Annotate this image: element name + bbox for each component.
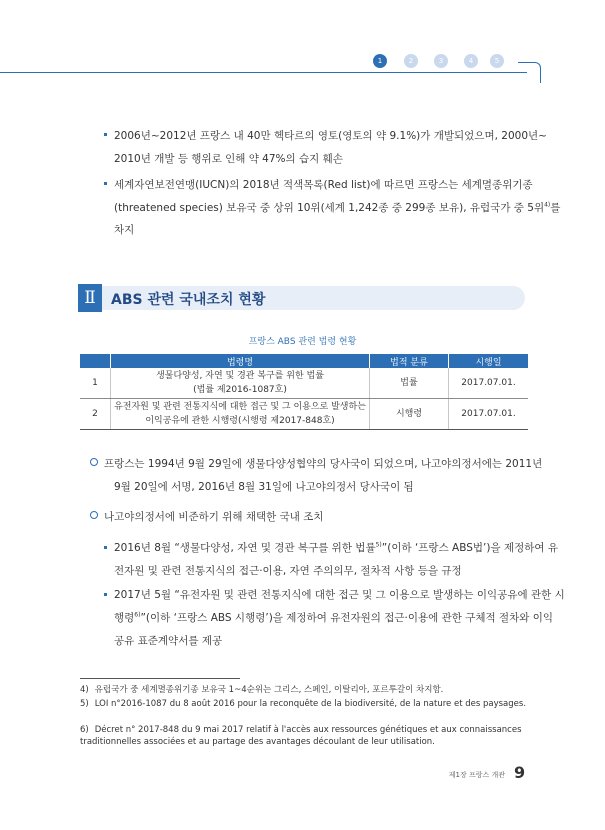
intro-bullet-1-line-2: 2010년 개발 등 행위로 인해 약 47%의 습지 훼손	[114, 153, 343, 165]
footnote-4: 4) 유럽국가 중 세계멸종위기종 보유국 1~4순위는 그리스, 스페인, 이탈리아, 포르투갈이 차지함.	[80, 685, 444, 695]
chapter-dot-2[interactable]: 2	[404, 54, 418, 68]
table-header-no	[80, 354, 111, 368]
footnote-5: 5) LOI n°2016-1087 du 8 août 2016 pour la reconquête de la biodiversité, de la nature et des paysages.	[80, 699, 527, 709]
bullet-marker	[104, 593, 107, 596]
table-header-name: 법령명	[111, 354, 370, 368]
law-name: 유전자원 및 관련 전통지식에 대한 접근 및 그 이용으로 발생하는 이익공유에 관한 시행령(시행령 제2017-848호)	[111, 399, 370, 430]
main-point-1-line-2: 9월 20일에 서명, 2016년 8월 31일에 나고야의정서 당사국이 됨	[114, 481, 414, 493]
circle-bullet-icon	[90, 511, 98, 519]
chapter-dot-5[interactable]: 5	[490, 54, 504, 68]
main-point-1-line-1: 프랑스는 1994년 9월 29일에 생물다양성협약의 당사국이 되었으며, 나고야의정서에는 2011년	[104, 458, 543, 470]
chapter-dot-4[interactable]: 4	[464, 54, 478, 68]
section-number: Ⅱ	[78, 284, 102, 312]
table-header-type: 법적 분류	[370, 354, 449, 368]
effective-date: 2017.07.01.	[449, 399, 529, 430]
sub-bullet-1-line-1: 2016년 8월 “생물다양성, 자연 및 경관 복구를 위한 법률$^{5)}$”(이하 ‘프랑스 ABS법’)을 제정하여 유	[114, 541, 559, 554]
table-header-date: 시행일	[449, 354, 529, 368]
circle-bullet-icon	[90, 458, 98, 466]
row-number: 1	[80, 368, 111, 399]
section-title: ABS 관련 국내조치 현황	[111, 292, 266, 308]
table-header-row	[80, 354, 528, 368]
table-row	[80, 399, 528, 430]
row-number: 2	[80, 399, 111, 430]
main-point-2-line-1: 나고야의정서에 비준하기 위해 채택한 국내 조치	[104, 511, 324, 523]
law-type: 법률	[370, 368, 449, 399]
footnote-ref[interactable]: 5)	[375, 541, 382, 549]
intro-bullet-2-line-2: (threatened species) 보유국 중 상위 10위(세계 1,242종 중 299종 보유), 유럽국가 중 5위$^{4)}$를	[114, 201, 561, 214]
bullet-marker	[104, 546, 107, 549]
header-rule-corner	[518, 62, 541, 83]
bullet-marker	[104, 133, 107, 136]
intro-bullet-2-line-3: 차지	[114, 224, 135, 236]
sub-bullet-1-line-2: 전자원 및 관련 전통지식의 접근·이용, 자연 주의의무, 절차적 사항 등을 규정	[114, 565, 462, 577]
sub-bullet-2-line-1: 2017년 5월 “유전자원 및 관련 전통지식에 대한 접근 및 그 이용으로 발생하는 이익공유에 관한 시	[114, 589, 565, 601]
effective-date: 2017.07.01.	[449, 368, 529, 399]
law-name: 생물다양성, 자연 및 경관 복구를 위한 법률 (법률 제2016-1087호)	[111, 368, 370, 399]
sub-bullet-2-line-3: 공유 표준계약서를 제공	[114, 635, 223, 647]
page-number: 9	[514, 763, 526, 782]
chapter-dot-3[interactable]: 3	[434, 54, 448, 68]
table-caption: 프랑스 ABS 관련 법령 현황	[248, 337, 357, 347]
law-type: 시행령	[370, 399, 449, 430]
footnote-rule	[80, 678, 240, 679]
sub-bullet-2-line-2: 행령$^{6)}$”(이하 ‘프랑스 ABS 시행령’)을 제정하여 유전자원의 접근·이용에 관한 구체적 절차와 이익	[114, 611, 554, 624]
footnote-6: 6) Décret n° 2017-848 du 9 mai 2017 relatif à l'accès aux ressources génétiques et aux connaissances traditionnelles associées et au partage des avantages découlant de leur utilisation.	[80, 725, 522, 747]
footnote-ref[interactable]: 6)	[134, 611, 141, 619]
footer-chapter-label: 제1장 프랑스 개관	[448, 771, 505, 779]
bullet-marker	[104, 182, 107, 185]
table-row	[80, 368, 528, 399]
intro-bullet-1-line-1: 2006년~2012년 프랑스 내 40만 헥타르의 영토(영토의 약 9.1%)가 개발되었으며, 2000년~	[114, 130, 547, 142]
intro-bullet-2-line-1: 세계자연보전연맹(IUCN)의 2018년 적색목록(Red list)에 따르면 프랑스는 세계멸종위기종	[114, 179, 533, 191]
header-rule	[0, 72, 527, 73]
footnote-ref[interactable]: 4)	[544, 201, 551, 209]
chapter-dot-1[interactable]: 1	[373, 54, 387, 68]
law-table	[80, 354, 528, 430]
